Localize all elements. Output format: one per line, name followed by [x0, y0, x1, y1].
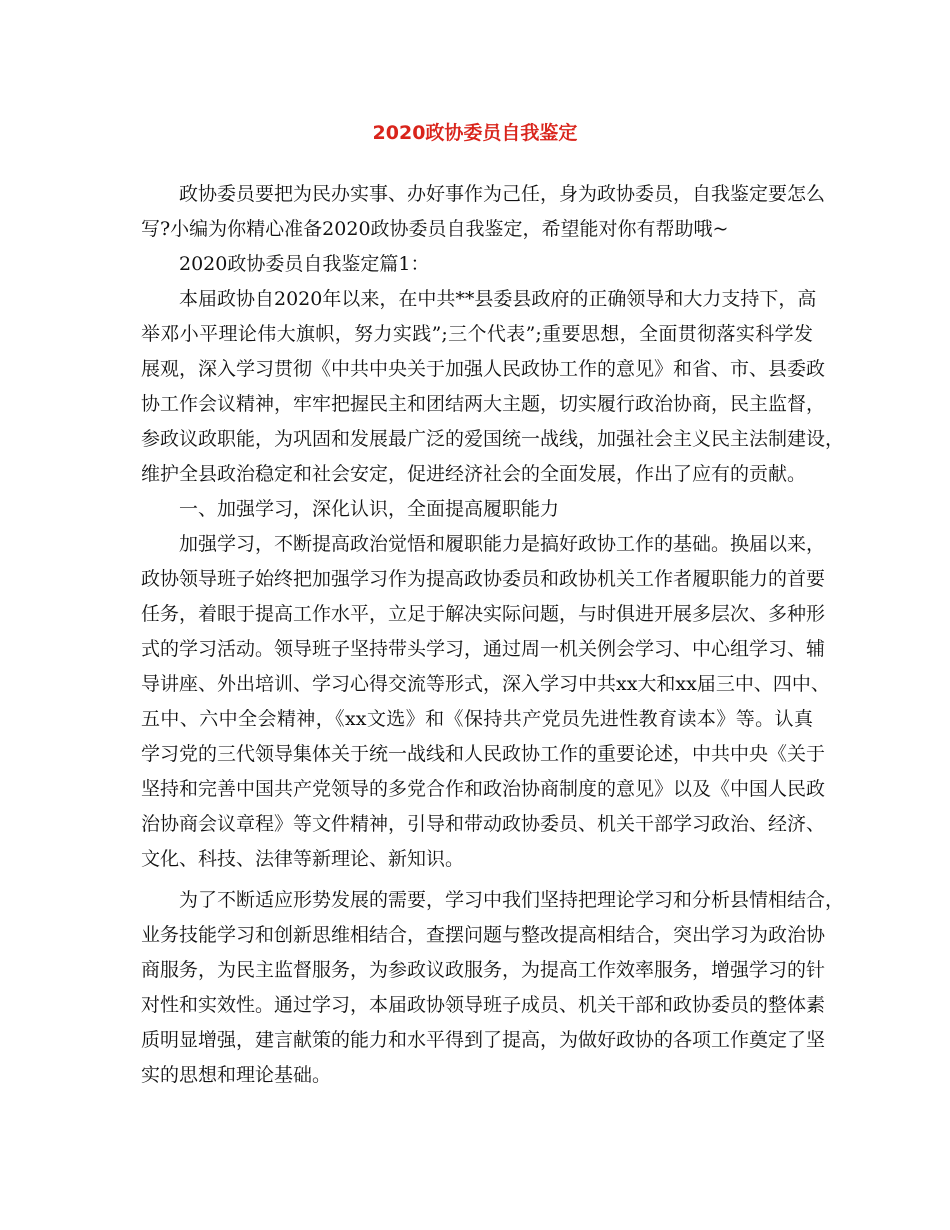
text-line: 商服务，为民主监督服务，为参政议政服务，为提高工作效率服务，增强学习的针 [141, 959, 826, 981]
text-line: 质明显增强，建言献策的能力和水平得到了提高，为做好政协的各项工作奠定了坚 [141, 1029, 826, 1051]
text-line: 实的思想和理论基础。 [141, 1064, 332, 1086]
text-line: 为了不断适应形势发展的需要，学习中我们坚持把理论学习和分析县情相结合， [179, 889, 845, 911]
text-line: 展观，深入学习贯彻《中共中央关于加强人民政协工作的意见》和省、市、县委政 [141, 358, 826, 380]
text-line: 治协商会议章程》等文件精神，引导和带动政协委员、机关干部学习政治、经济、 [141, 813, 826, 835]
text-line: 维护全县政治稳定和社会安定，促进经济社会的全面发展，作出了应有的贡献。 [141, 463, 807, 485]
text-line: 学习党的三代领导集体关于统一战线和人民政协工作的重要论述，中共中央《关于 [141, 743, 826, 765]
text-line: 写?小编为你精心准备2020政协委员自我鉴定，希望能对你有帮助哦~ [141, 218, 729, 240]
text-line: 导讲座、外出培训、学习心得交流等形式，深入学习中共xx大和xx届三中、四中、 [141, 673, 830, 695]
text-line: 2020政协委员自我鉴定篇1： [179, 253, 430, 275]
text-line: 参政议政职能，为巩固和发展最广泛的爱国统一战线，加强社会主义民主法制建设， [141, 428, 845, 450]
text-line: 五中、六中全会精神，《xx文选》和《保持共产党员先进性教育读本》等。认真 [141, 708, 813, 730]
text-line: 式的学习活动。领导班子坚持带头学习，通过周一机关例会学习、中心组学习、辅 [141, 638, 826, 660]
text-line: 举邓小平理论伟大旗帜，努力实践”;三个代表”;重要思想，全面贯彻落实科学发 [141, 323, 813, 345]
text-line: 对性和实效性。通过学习，本届政协领导班子成员、机关干部和政协委员的整体素 [141, 994, 826, 1016]
document-body [141, 177, 845, 1093]
text-line: 文化、科技、法律等新理论、新知识。 [141, 848, 465, 870]
text-line: 任务，着眼于提高工作水平，立足于解决实际问题，与时俱进开展多层次、多种形 [141, 603, 826, 625]
text-line: 坚持和完善中国共产党领导的多党合作和政治协商制度的意见》以及《中国人民政 [141, 778, 826, 800]
text-line: 业务技能学习和创新思维相结合，查摆问题与整改提高相结合，突出学习为政治协 [141, 924, 826, 946]
text-line: 本届政协自2020年以来，在中共**县委县政府的正确领导和大力支持下，高 [179, 288, 817, 310]
text-line: 政协领导班子始终把加强学习作为提高政协委员和政协机关工作者履职能力的首要 [141, 568, 826, 590]
text-line: 一、加强学习，深化认识，全面提高履职能力 [179, 498, 560, 520]
text-line: 加强学习，不断提高政治觉悟和履职能力是搞好政协工作的基础。换届以来， [179, 533, 826, 555]
text-line: 政协委员要把为民办实事、办好事作为己任，身为政协委员，自我鉴定要怎么 [179, 183, 826, 205]
document-title: 2020政协委员自我鉴定 [372, 122, 578, 144]
text-line: 协工作会议精神，牢牢把握民主和团结两大主题，切实履行政治协商，民主监督， [141, 393, 826, 415]
